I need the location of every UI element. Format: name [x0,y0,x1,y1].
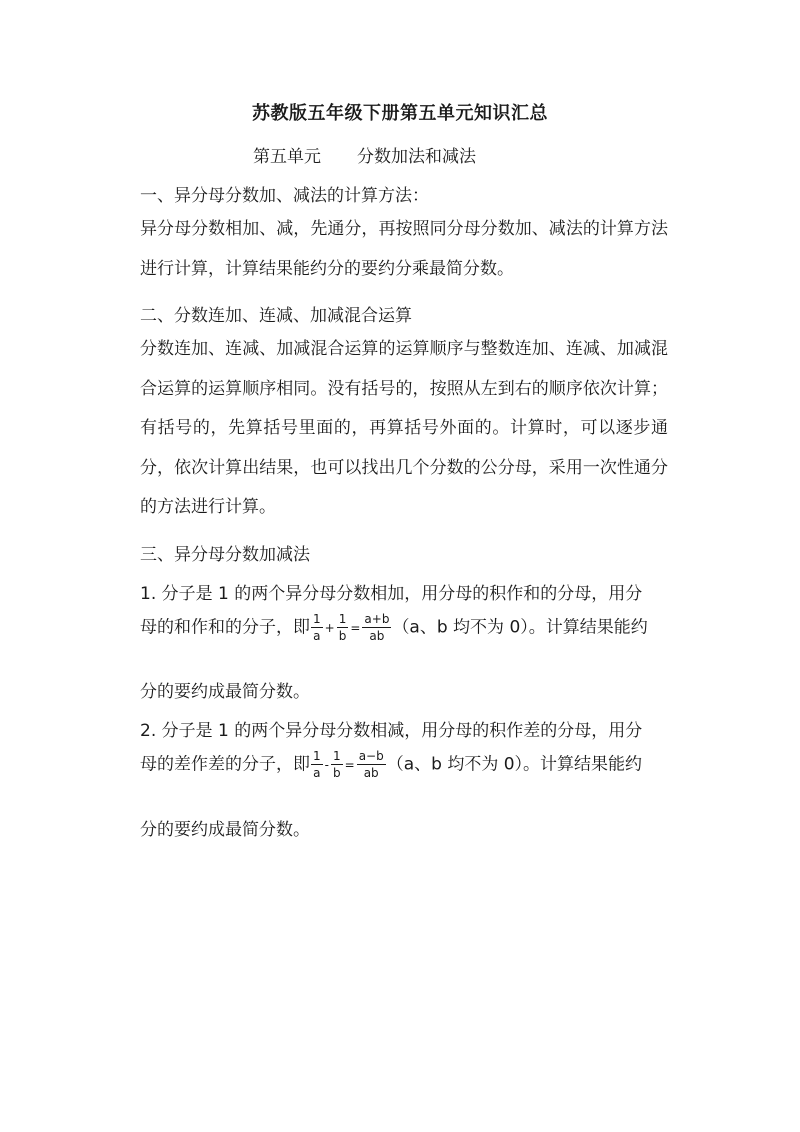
item1-line2-prefix: 母的和作和的分子，即 [140,617,310,638]
minus-operator: - [324,757,329,772]
fraction-difference: $\frac{a-b}{ab}$ [358,749,384,780]
fraction-1-over-b: $\frac{1}{b}$ [338,612,347,643]
section2-body: 分数连加、连减、加减混合运算的运算顺序与整数连加、连减、加减混合运算的运算顺序相同。没有括号的，按照从左到右的顺序依次计算；有括号的，先算括号里面的，再算括号外面的。计算时，可以逐步通分，依次计算出结果，也可以找出几个分数的公分母，采用一次性通分的方法进行计算。 [140,339,668,517]
item2-line1: 2. 分子是 1 的两个异分母分数相减，用分母的积作差的分母，用分 [140,721,643,741]
section1-heading: 一、异分母分数加、减法的计算方法： [140,186,429,206]
equals-operator: = [350,620,361,635]
item2-line2-prefix: 母的差作差的分子，即 [140,754,310,775]
fraction-1-over-a: $\frac{1}{a}$ [313,749,321,780]
plus-operator: + [324,620,335,635]
section3-heading: 三、异分母分数加减法 [140,545,310,565]
section1-body: 异分母分数相加、减，先通分，再按照同分母分数加、减法的计算方法进行计算，计算结果能约分的要约分乘最简分数。 [140,219,668,279]
unit-subtitle [253,142,476,167]
item2-line3: 分的要约成最简分数。 [140,820,310,840]
item1-line2-suffix: （a、b 均不为 0）。计算结果能约 [392,617,648,638]
fraction-sum: $\frac{a+b}{ab}$ [364,612,390,643]
fraction-1-over-b: $\frac{1}{b}$ [332,749,341,780]
fraction-1-over-a: $\frac{1}{a}$ [313,612,321,643]
item2-line2-suffix: （a、b 均不为 0）。计算结果能约 [386,754,643,775]
item1-line3: 分的要约成最简分数。 [140,682,310,702]
unit-label: 第五单元 [253,147,321,167]
document-title: 苏教版五年级下册第五单元知识汇总 [252,103,548,124]
item1-line2 [140,612,648,643]
section2-heading: 二、分数连加、连减、加减混合运算 [140,306,412,326]
equals-operator: = [344,757,355,772]
unit-topic: 分数加法和减法 [357,147,476,167]
item1-line1: 1. 分子是 1 的两个异分母分数相加，用分母的积作和的分母，用分 [140,584,643,604]
item2-line2 [140,749,642,780]
